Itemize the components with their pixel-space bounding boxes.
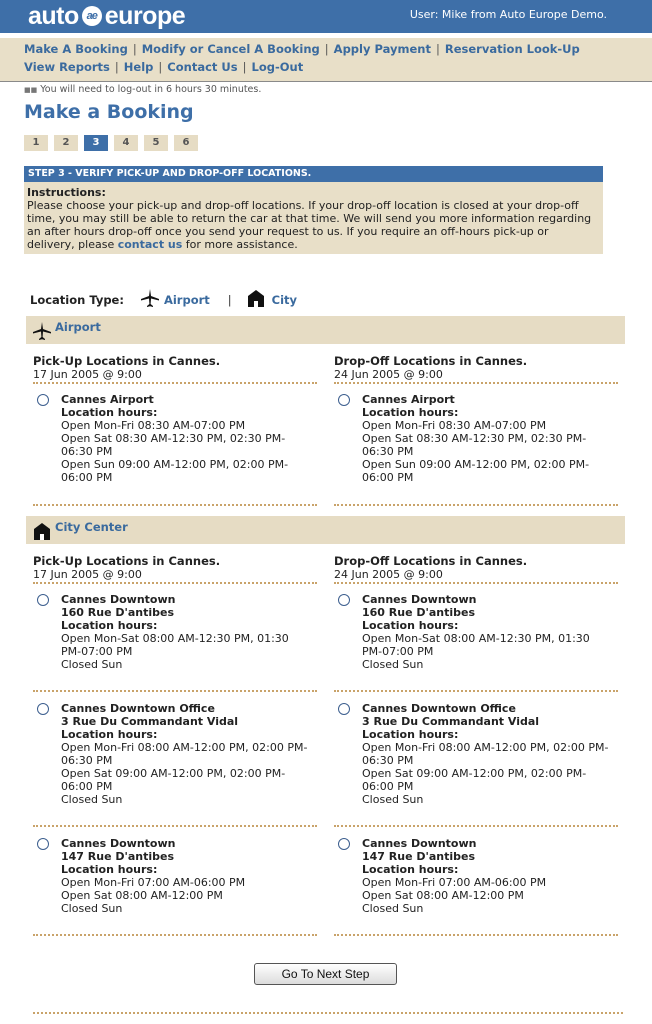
instructions-text-end: for more assistance. xyxy=(182,238,298,251)
divider xyxy=(334,582,618,584)
nav-separator: | xyxy=(242,60,247,74)
pickup-airport-radio[interactable] xyxy=(37,394,49,406)
location-hours: Open Mon-Sat 08:00 AM-12:30 PM, 01:30 PM-07:00 PM xyxy=(61,632,289,658)
location-name: Cannes Downtown xyxy=(362,593,477,606)
divider xyxy=(33,582,317,584)
pickup-city-radio[interactable] xyxy=(37,838,49,850)
dropoff-location-cannes-downtown-office xyxy=(362,702,612,806)
step-heading: STEP 3 - VERIFY PICK-UP AND DROP-OFF LOCATIONS. xyxy=(24,166,603,182)
location-hours: Open Mon-Fri 08:30 AM-07:00 PM xyxy=(362,419,547,432)
dropoff-heading: Drop-Off Locations in Cannes. xyxy=(334,354,528,368)
city-section-title[interactable]: City Center xyxy=(55,520,128,534)
location-hours: Open Sat 09:00 AM-12:00 PM, 02:00 PM-06:00 PM xyxy=(362,767,587,793)
nav-view-reports[interactable]: View Reports xyxy=(24,60,110,74)
page-title: Make a Booking xyxy=(24,101,194,123)
nav-separator: | xyxy=(114,60,119,74)
divider xyxy=(33,382,317,384)
location-hours: Closed Sun xyxy=(362,658,424,671)
location-name: Cannes Downtown Office xyxy=(61,702,215,715)
location-hours: Open Sat 08:30 AM-12:30 PM, 02:30 PM-06:30 PM xyxy=(61,432,286,458)
instructions-box xyxy=(24,182,603,254)
location-name: Cannes Airport xyxy=(61,393,154,406)
pickup-location-cannes-airport xyxy=(61,393,311,484)
location-hours-label: Location hours: xyxy=(362,619,459,632)
location-name: Cannes Downtown xyxy=(61,837,176,850)
dropoff-city-radio[interactable] xyxy=(338,703,350,715)
building-icon xyxy=(32,521,52,541)
location-hours: Closed Sun xyxy=(61,658,123,671)
location-hours: Open Sun 09:00 AM-12:00 PM, 02:00 PM-06:00 PM xyxy=(61,458,289,484)
pickup-city-radio[interactable] xyxy=(37,703,49,715)
nav-separator: | xyxy=(435,42,440,56)
location-address: 160 Rue D'antibes xyxy=(362,606,476,619)
location-hours-label: Location hours: xyxy=(362,863,459,876)
nav-modify-cancel-booking[interactable]: Modify or Cancel A Booking xyxy=(141,42,320,56)
logo-mark: ae xyxy=(82,6,102,26)
location-hours-label: Location hours: xyxy=(61,863,158,876)
contact-us-link[interactable]: contact us xyxy=(117,238,183,251)
main-navigation xyxy=(0,38,652,82)
go-to-next-step-button[interactable]: Go To Next Step xyxy=(254,963,397,985)
location-hours: Closed Sun xyxy=(61,793,123,806)
divider xyxy=(33,504,317,506)
location-type-airport-link[interactable]: Airport xyxy=(163,292,210,307)
dropoff-date: 24 Jun 2005 @ 9:00 xyxy=(334,568,443,581)
location-hours: Closed Sun xyxy=(61,902,123,915)
location-hours: Open Sat 08:30 AM-12:30 PM, 02:30 PM-06:30 PM xyxy=(362,432,587,458)
divider xyxy=(33,1012,623,1014)
location-hours: Open Mon-Sat 08:00 AM-12:30 PM, 01:30 PM-07:00 PM xyxy=(362,632,590,658)
location-hours: Closed Sun xyxy=(362,793,424,806)
top-header xyxy=(0,0,652,33)
location-hours-label: Location hours: xyxy=(362,728,459,741)
location-hours-label: Location hours: xyxy=(362,406,459,419)
location-hours: Open Mon-Fri 08:30 AM-07:00 PM xyxy=(61,419,246,432)
dropoff-date: 24 Jun 2005 @ 9:00 xyxy=(334,368,443,381)
location-hours-label: Location hours: xyxy=(61,619,158,632)
divider xyxy=(33,690,317,692)
step-4[interactable]: 4 xyxy=(114,135,138,151)
nav-log-out[interactable]: Log-Out xyxy=(251,60,304,74)
user-info: User: Mike from Auto Europe Demo. xyxy=(409,8,607,21)
dropoff-heading: Drop-Off Locations in Cannes. xyxy=(334,554,528,568)
location-name: Cannes Downtown xyxy=(362,837,477,850)
step-3-active[interactable]: 3 xyxy=(84,135,108,151)
divider xyxy=(334,825,618,827)
logo-text-europe: europe xyxy=(104,1,186,30)
location-hours: Open Sat 09:00 AM-12:00 PM, 02:00 PM-06:00 PM xyxy=(61,767,286,793)
nav-apply-payment[interactable]: Apply Payment xyxy=(333,42,431,56)
location-hours: Open Mon-Fri 08:00 AM-12:00 PM, 02:00 PM-06:30 PM xyxy=(362,741,609,767)
dropoff-location-cannes-downtown-160 xyxy=(362,593,612,671)
dropoff-location-cannes-downtown-147 xyxy=(362,837,612,915)
city-section-header xyxy=(26,516,625,544)
location-hours: Closed Sun xyxy=(362,902,424,915)
instructions-heading: Instructions: xyxy=(27,186,106,199)
dropoff-city-radio[interactable] xyxy=(338,594,350,606)
nav-row-1 xyxy=(24,42,580,56)
dropoff-airport-radio[interactable] xyxy=(338,394,350,406)
location-hours-label: Location hours: xyxy=(61,728,158,741)
airplane-icon xyxy=(32,321,52,341)
location-name: Cannes Downtown Office xyxy=(362,702,516,715)
divider xyxy=(33,934,317,936)
pickup-city-radio[interactable] xyxy=(37,594,49,606)
divider xyxy=(334,504,618,506)
location-address: 160 Rue D'antibes xyxy=(61,606,175,619)
location-type-label: Location Type: xyxy=(30,292,124,307)
logo-text-auto: auto xyxy=(28,1,79,30)
step-2[interactable]: 2 xyxy=(54,135,78,151)
location-address: 147 Rue D'antibes xyxy=(61,850,175,863)
pickup-date: 17 Jun 2005 @ 9:00 xyxy=(33,368,142,381)
nav-separator: | xyxy=(132,42,137,56)
filter-separator: | xyxy=(227,292,232,307)
logout-notice-text: You will need to log-out in 6 hours 30 minutes. xyxy=(40,84,262,95)
nav-reservation-lookup[interactable]: Reservation Look-Up xyxy=(444,42,580,56)
pickup-heading: Pick-Up Locations in Cannes. xyxy=(33,354,221,368)
divider xyxy=(334,382,618,384)
location-hours: Open Mon-Fri 08:00 AM-12:00 PM, 02:00 PM-06:30 PM xyxy=(61,741,308,767)
location-hours: Open Mon-Fri 07:00 AM-06:00 PM xyxy=(362,876,547,889)
bullet-icon: ■■ xyxy=(24,86,38,94)
dropoff-city-radio[interactable] xyxy=(338,838,350,850)
airplane-icon xyxy=(140,288,160,311)
divider xyxy=(334,690,618,692)
logout-notice xyxy=(24,84,261,95)
nav-separator: | xyxy=(158,60,163,74)
instructions-text: Please choose your pick-up and drop-off locations. If your drop-off location is closed at your drop-off time, you may still be able to return the car at that time. We will send you more information regarding an after hours drop-off once you send your request to us. If you require an off-hours pick-up or delivery, please xyxy=(27,199,592,251)
step-5[interactable]: 5 xyxy=(144,135,168,151)
location-type-city-link[interactable]: City xyxy=(271,292,298,307)
nav-help[interactable]: Help xyxy=(123,60,154,74)
location-address: 3 Rue Du Commandant Vidal xyxy=(61,715,239,728)
airport-section-header xyxy=(26,316,625,344)
location-hours: Open Sat 08:00 AM-12:00 PM xyxy=(61,889,223,902)
step-6[interactable]: 6 xyxy=(174,135,198,151)
dropoff-location-cannes-airport xyxy=(362,393,612,484)
step-1[interactable]: 1 xyxy=(24,135,48,151)
location-hours-label: Location hours: xyxy=(61,406,158,419)
location-hours: Open Sun 09:00 AM-12:00 PM, 02:00 PM-06:00 PM xyxy=(362,458,590,484)
divider xyxy=(334,934,618,936)
pickup-location-cannes-downtown-office xyxy=(61,702,311,806)
pickup-location-cannes-downtown-147 xyxy=(61,837,311,915)
pickup-location-cannes-downtown-160 xyxy=(61,593,311,671)
location-hours: Open Mon-Fri 07:00 AM-06:00 PM xyxy=(61,876,246,889)
nav-row-2 xyxy=(24,60,303,74)
location-hours: Open Sat 08:00 AM-12:00 PM xyxy=(362,889,524,902)
step-indicator xyxy=(24,135,204,151)
airport-section-title[interactable]: Airport xyxy=(55,320,101,334)
location-type-filter xyxy=(30,288,297,311)
nav-contact-us[interactable]: Contact Us xyxy=(167,60,238,74)
nav-make-a-booking[interactable]: Make A Booking xyxy=(24,42,128,56)
pickup-date: 17 Jun 2005 @ 9:00 xyxy=(33,568,142,581)
pickup-heading: Pick-Up Locations in Cannes. xyxy=(33,554,221,568)
nav-separator: | xyxy=(324,42,329,56)
location-address: 147 Rue D'antibes xyxy=(362,850,476,863)
building-icon xyxy=(246,288,266,311)
location-name: Cannes Downtown xyxy=(61,593,176,606)
location-address: 3 Rue Du Commandant Vidal xyxy=(362,715,540,728)
auto-europe-logo[interactable] xyxy=(28,1,185,31)
location-name: Cannes Airport xyxy=(362,393,455,406)
divider xyxy=(33,825,317,827)
